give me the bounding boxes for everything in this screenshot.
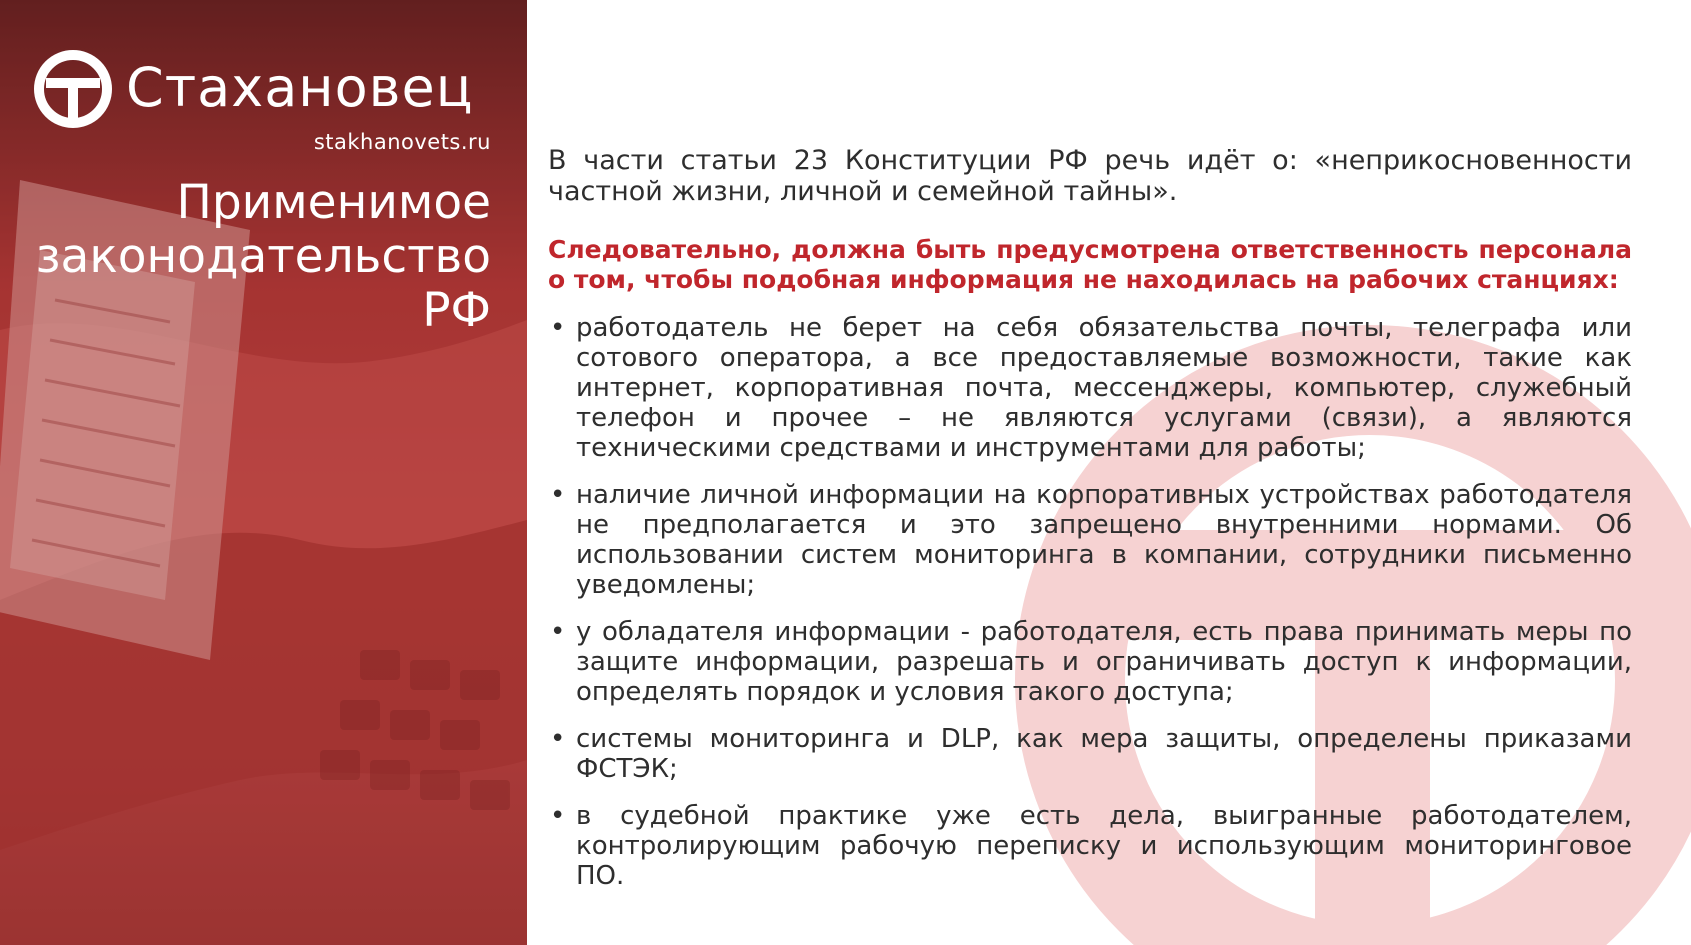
section-title — [21, 176, 491, 338]
section-title-line: законодательство — [35, 229, 491, 284]
list-item-text: в судебной практике уже есть дела, выигранные работодателем, контролирующим рабочую переписку и использующим мониторинговое ПО. — [576, 801, 1632, 891]
bullet-icon: • — [550, 724, 566, 754]
bullet-icon: • — [550, 313, 566, 343]
list-item — [548, 313, 1632, 463]
list-item — [548, 801, 1632, 891]
left-panel — [0, 0, 527, 945]
section-title-line: Применимое — [176, 175, 491, 230]
highlight-text: Следовательно, должна быть предусмотрена ответственность персонала о том, чтобы подобная информация не находилась на рабочих станциях: — [548, 235, 1632, 294]
list-item-text: у обладателя информации - работодателя, есть права принимать меры по защите информации, разрешать и ограничивать доступ к информации, определять порядок и условия такого доступа; — [576, 617, 1632, 707]
intro-text: В части статьи 23 Конституции РФ речь идёт о: «неприкосновенности частной жизни, личной и семейной тайны». — [548, 145, 1632, 207]
section-title-line: РФ — [422, 283, 491, 338]
content — [548, 145, 1632, 908]
list-item — [548, 480, 1632, 600]
bullet-icon: • — [550, 480, 566, 510]
brand — [32, 48, 492, 128]
list-item-text: системы мониторинга и DLP, как мера защиты, определены приказами ФСТЭК; — [576, 724, 1632, 784]
list-item — [548, 617, 1632, 707]
brand-url: stakhanovets.ru — [313, 130, 491, 154]
list-item-text: работодатель не берет на себя обязательства почты, телеграфа или сотового оператора, а все предоставляемые возможности, такие как интернет, корпоративная почта, мессенджеры, компьютер, служебный телефон и прочее – не являются услугами (связи), а являются техническими средствами и инструментами для работы; — [576, 313, 1632, 463]
stakhanovets-logo-icon — [32, 48, 114, 130]
points-list — [548, 313, 1632, 891]
list-item-text: наличие личной информации на корпоративных устройствах работодателя не предполагается и это запрещено внутренними нормами. Об использовании систем мониторинга в компании, сотрудники письменно уведомлены; — [576, 480, 1632, 600]
brand-name: Стахановец — [126, 56, 474, 119]
bullet-icon: • — [550, 801, 566, 831]
bullet-icon: • — [550, 617, 566, 647]
list-item — [548, 724, 1632, 784]
